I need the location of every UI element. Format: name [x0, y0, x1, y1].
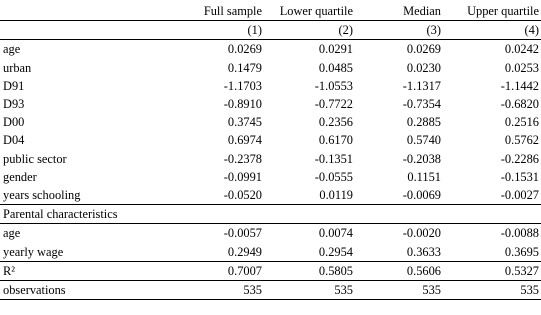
cell-value: 0.3633 [406, 244, 441, 259]
cell-value: 0.2885 [406, 115, 441, 130]
cell-value: -0.0088 [500, 226, 539, 241]
cell-value: -0.8910 [223, 97, 262, 112]
cell-value: 0.0119 [319, 187, 353, 202]
row-label: age [3, 226, 21, 241]
table-row [0, 242, 541, 261]
observations-row [0, 280, 541, 299]
cell-value: 0.2356 [318, 115, 353, 130]
column-number: (2) [264, 21, 355, 40]
header-corner [0, 2, 172, 21]
table-row [0, 77, 541, 95]
cell-value: 535 [172, 280, 264, 299]
cell-value: 535 [264, 280, 355, 299]
cell-value: -0.0520 [223, 187, 262, 202]
table-row [0, 224, 541, 243]
row-label: D93 [3, 97, 25, 112]
cell-value: -0.0057 [223, 226, 262, 241]
table-row [0, 168, 541, 186]
cell-value: -0.0020 [402, 226, 441, 241]
cell-value: 0.6170 [318, 133, 353, 148]
row-label: D04 [3, 133, 25, 148]
row-label-r2: R² [0, 261, 172, 280]
cell-value: 0.0074 [318, 226, 353, 241]
cell-value: -0.7354 [402, 97, 441, 112]
row-label: D00 [3, 115, 25, 130]
cell-value: -0.7722 [314, 97, 353, 112]
table-row [0, 59, 541, 77]
section-label-parental: Parental characteristics [0, 205, 541, 224]
table-row [0, 95, 541, 113]
cell-value: 0.5762 [504, 133, 539, 148]
cell-value: 0.1479 [227, 60, 262, 75]
row-label: public sector [3, 151, 67, 166]
header-lower-quartile: Lower quartile [279, 4, 353, 19]
header-full-sample: Full sample [203, 4, 262, 19]
cell-value: -1.0553 [314, 78, 353, 93]
cell-value: -0.0069 [402, 187, 441, 202]
cell-value: -1.1442 [500, 78, 539, 93]
cell-value: 0.0230 [406, 60, 441, 75]
cell-value: -0.6820 [500, 97, 539, 112]
cell-value: -0.2038 [402, 151, 441, 166]
cell-value: 0.2516 [504, 115, 539, 130]
cell-value: 0.3695 [504, 244, 539, 259]
row-label: D91 [3, 78, 25, 93]
cell-value: -0.0027 [500, 187, 539, 202]
row-label: yearly wage [3, 244, 64, 259]
row-label: gender [3, 169, 37, 184]
header-row [0, 2, 541, 21]
cell-value: 0.5740 [406, 133, 441, 148]
cell-value: 0.0485 [318, 60, 353, 75]
cell-value: 0.2949 [227, 244, 262, 259]
cell-value: 0.7007 [172, 261, 264, 280]
r2-row [0, 261, 541, 280]
row-label: age [3, 42, 21, 57]
cell-value: 0.5805 [264, 261, 355, 280]
cell-value: 535 [355, 280, 443, 299]
row-label: years schooling [3, 187, 81, 202]
row-label-observations: observations [0, 280, 172, 299]
cell-value: -0.2378 [223, 151, 262, 166]
cell-value: 0.0242 [504, 42, 539, 57]
column-number: (3) [355, 21, 443, 40]
cell-value: -0.1531 [500, 169, 539, 184]
cell-value: 0.0269 [406, 42, 441, 57]
cell-value: 0.3745 [227, 115, 262, 130]
cell-value: 0.0253 [504, 60, 539, 75]
cell-value: -0.0555 [314, 169, 353, 184]
table-row [0, 113, 541, 131]
cell-value: 0.5606 [355, 261, 443, 280]
regression-table [0, 2, 541, 300]
table-row [0, 40, 541, 59]
column-number: (4) [443, 21, 541, 40]
header-upper-quartile: Upper quartile [467, 4, 539, 19]
table-row [0, 186, 541, 205]
column-number: (1) [172, 21, 264, 40]
cell-value: -1.1317 [402, 78, 441, 93]
cell-value: 0.0269 [227, 42, 262, 57]
header-median: Median [403, 4, 441, 19]
table-row [0, 150, 541, 168]
column-number-corner [0, 21, 172, 40]
cell-value: 0.1151 [407, 169, 441, 184]
cell-value: -0.0991 [223, 169, 262, 184]
cell-value: 0.6974 [227, 133, 262, 148]
table-row [0, 131, 541, 149]
cell-value: 0.5327 [443, 261, 541, 280]
cell-value: -0.1351 [314, 151, 353, 166]
column-number-row [0, 21, 541, 40]
cell-value: 535 [443, 280, 541, 299]
cell-value: 0.2954 [318, 244, 353, 259]
cell-value: 0.0291 [318, 42, 353, 57]
section-header-row [0, 205, 541, 224]
cell-value: -0.2286 [500, 151, 539, 166]
cell-value: -1.1703 [223, 78, 262, 93]
row-label: urban [3, 60, 32, 75]
